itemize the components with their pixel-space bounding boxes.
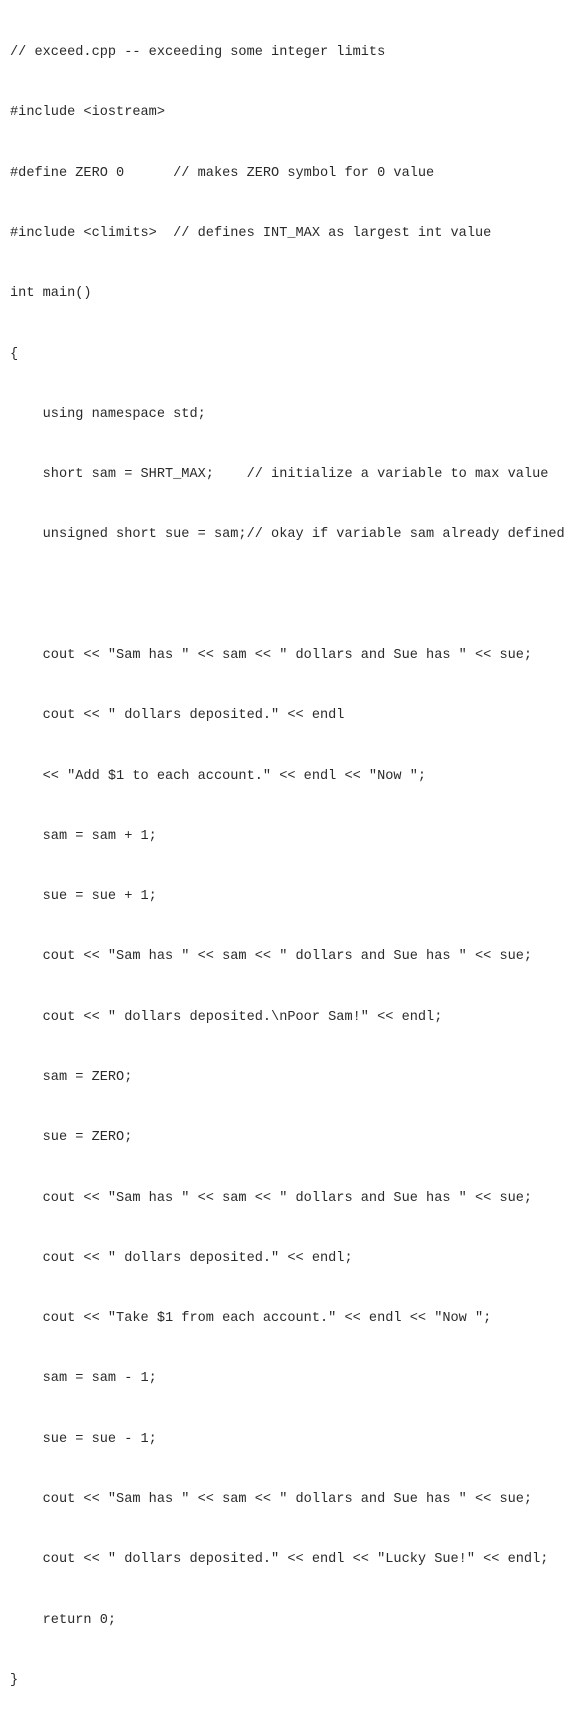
code-line-4: #include <climits> // defines INT_MAX as largest int value bbox=[10, 226, 492, 242]
code-line-21: cout << " dollars deposited." << endl; bbox=[10, 1250, 353, 1266]
code-line-26: cout << " dollars deposited." << endl << "Lucky Sue!" << endl; bbox=[10, 1552, 549, 1568]
code-line-6: { bbox=[10, 346, 19, 362]
code-line-24: sue = sue - 1; bbox=[10, 1431, 157, 1447]
code-line-13: << "Add $1 to each account." << endl << "Now "; bbox=[10, 768, 427, 784]
code-line-11: cout << "Sam has " << sam << " dollars and Sue has " << sue; bbox=[10, 648, 533, 663]
code-line-15: sue = sue + 1; bbox=[10, 889, 157, 905]
code-line-8: short sam = SHRT_MAX; // initialize a variable to max value bbox=[10, 467, 549, 483]
code-line-20: cout << "Sam has " << sam << " dollars and Sue has " << sue; bbox=[10, 1190, 533, 1206]
code-line-16: cout << "Sam has " << sam << " dollars and Sue has " << sue; bbox=[10, 949, 533, 965]
code-line-3: #define ZERO 0 // makes ZERO symbol for 0 value bbox=[10, 165, 435, 181]
code-line-14: sam = sam + 1; bbox=[10, 828, 157, 844]
code-line-5: int main() bbox=[10, 286, 92, 302]
code-line-22: cout << "Take $1 from each account." << endl << "Now "; bbox=[10, 1311, 492, 1327]
code-listing bbox=[10, 3, 565, 1711]
code-line-17: cout << " dollars deposited.\nPoor Sam!" << endl; bbox=[10, 1009, 443, 1025]
code-line-27: return 0; bbox=[10, 1612, 117, 1628]
code-line-2: #include <iostream> bbox=[10, 105, 165, 121]
code-line-7: using namespace std; bbox=[10, 406, 206, 422]
code-line-1: // exceed.cpp -- exceeding some integer limits bbox=[10, 45, 386, 61]
code-line-12: cout << " dollars deposited." << endl bbox=[10, 708, 345, 724]
code-line-10 bbox=[10, 586, 562, 606]
code-line-25: cout << "Sam has " << sam << " dollars and Sue has " << sue; bbox=[10, 1491, 533, 1507]
code-line-23: sam = sam - 1; bbox=[10, 1371, 157, 1387]
code-line-19: sue = ZERO; bbox=[10, 1130, 133, 1146]
code-line-18: sam = ZERO; bbox=[10, 1069, 133, 1085]
code-line-9: unsigned short sue = sam;// okay if variable sam already defined bbox=[10, 527, 565, 543]
code-line-28: } bbox=[10, 1672, 19, 1688]
